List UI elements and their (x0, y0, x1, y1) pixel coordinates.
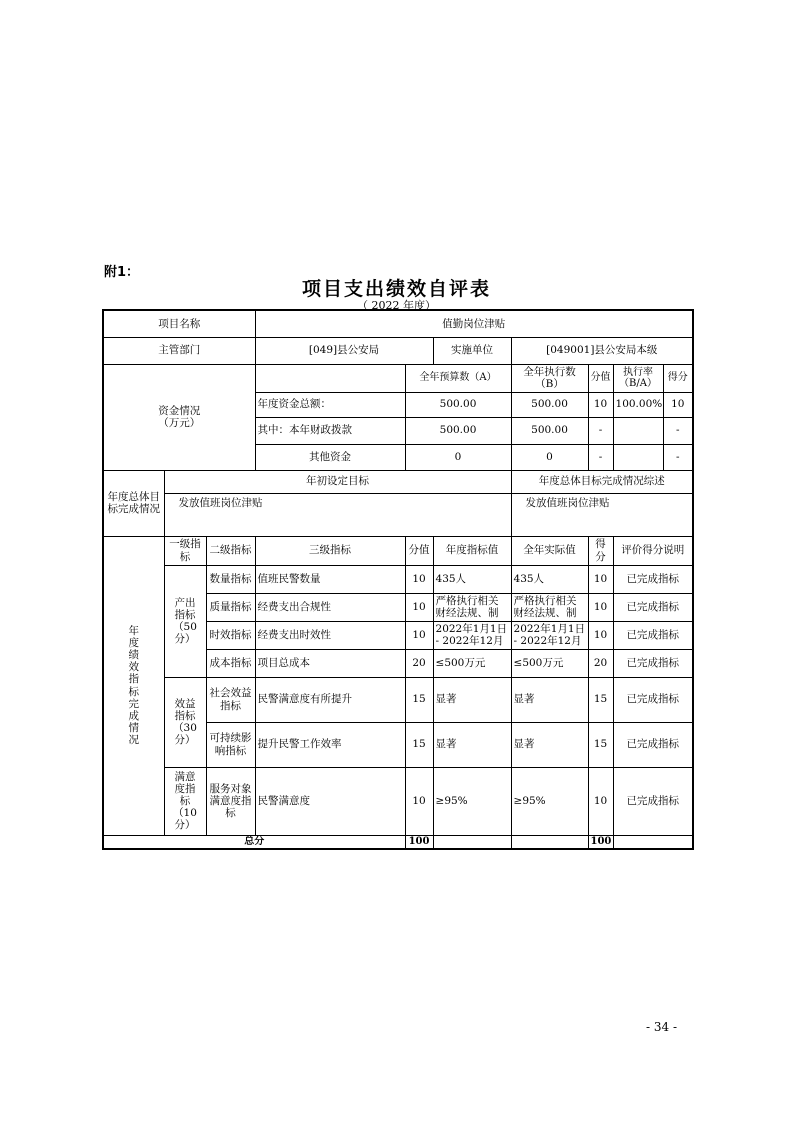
table-row-got: 10 (588, 767, 613, 835)
table-row-score: 10 (405, 565, 433, 593)
table-row-score: 15 (405, 677, 433, 722)
table-row-l2: 数量指标 (206, 565, 255, 593)
fiscal-score: - (663, 417, 693, 444)
other-rate (613, 444, 663, 470)
got-header: 得分 (588, 536, 613, 565)
table-row-l3: 提升民警工作效率 (255, 722, 405, 767)
goals-done: 发放值班岗位津贴 (511, 493, 693, 536)
table-row-note: 已完成指标 (613, 677, 693, 722)
table-row-actual: ≤500万元 (511, 649, 588, 677)
table-row-score: 15 (405, 722, 433, 767)
budget-header: 全年预算数（A） (405, 364, 511, 392)
impl-label: 实施单位 (433, 337, 511, 364)
table-row-target: 435人 (433, 565, 511, 593)
satisfaction-indicator: 满意度指标（10分） (164, 767, 206, 835)
score-header: 分值 (405, 536, 433, 565)
table-row-target: 显著 (433, 722, 511, 767)
output-indicator: 产出指标（50分） (164, 565, 206, 677)
table-row-target: 显著 (433, 677, 511, 722)
dept-value: [049]县公安局 (255, 337, 433, 364)
rate-header: 执行率（B/A） (613, 364, 663, 392)
total-score: 100 (405, 835, 433, 849)
table-row-got: 15 (588, 677, 613, 722)
total-score: 10 (663, 392, 693, 417)
table-row-got: 20 (588, 649, 613, 677)
other-funds-label: 其他资金 (255, 444, 405, 470)
fiscal-rate (613, 417, 663, 444)
table-row-target: ≤500万元 (433, 649, 511, 677)
funds-label: 资金情况 （万元） (103, 364, 255, 470)
total-score-max: 10 (588, 392, 613, 417)
table-row-got: 10 (588, 593, 613, 621)
goals-label: 年度总体目标完成情况 (103, 470, 164, 536)
table-row-actual: ≥95% (511, 767, 588, 835)
fiscal-exec: 500.00 (511, 417, 588, 444)
fiscal-budget: 500.00 (405, 417, 511, 444)
table-row-actual: 2022年1月1日 - 2022年12月 (513, 622, 586, 647)
total-blank-1 (433, 835, 511, 849)
other-score-max: - (588, 444, 613, 470)
funds-header-blank (255, 364, 405, 392)
score-header: 得分 (663, 364, 693, 392)
table-row-note: 已完成指标 (613, 593, 693, 621)
table-row-target: ≥95% (433, 767, 511, 835)
table-row-got: 10 (588, 565, 613, 593)
project-name-label: 项目名称 (103, 310, 255, 337)
table-row-l2: 服务对象满意度指标 (206, 767, 255, 835)
table-row-target: 2022年1月1日 - 2022年12月 (435, 622, 508, 647)
total-budget: 500.00 (405, 392, 511, 417)
total-blank-2 (511, 835, 588, 849)
table-row-note: 已完成指标 (613, 722, 693, 767)
goals-set: 发放值班岗位津贴 (164, 493, 511, 536)
table-row-got: 10 (588, 621, 613, 649)
table-row-l2: 成本指标 (206, 649, 255, 677)
total-label: 总分 (103, 835, 405, 849)
impl-value: [049001]县公安局本级 (511, 337, 693, 364)
table-row-score: 10 (405, 593, 433, 621)
table-row-l3: 经费支出合规性 (255, 593, 405, 621)
table-row-l3: 民警满意度 (255, 767, 405, 835)
target-header: 年度指标值 (433, 536, 511, 565)
total-blank-3 (613, 835, 693, 849)
effect-indicator: 效益指标（30分） (164, 677, 206, 767)
table-row-score: 20 (405, 649, 433, 677)
table-row-note: 已完成指标 (613, 767, 693, 835)
project-name: 值勤岗位津贴 (255, 310, 693, 337)
form-year: （ 2022 年度） (357, 299, 436, 312)
l1-header: 一级指标 (164, 536, 206, 565)
table-row-actual: 435人 (511, 565, 588, 593)
other-budget: 0 (405, 444, 511, 470)
table-row-l2: 可持续影响指标 (206, 722, 255, 767)
table-row-note: 已完成指标 (613, 649, 693, 677)
dept-label: 主管部门 (103, 337, 255, 364)
table-row-score: 10 (405, 621, 433, 649)
table-row-l2: 质量指标 (206, 593, 255, 621)
score-max-header: 分值 (588, 364, 613, 392)
l2-header: 二级指标 (206, 536, 255, 565)
fiscal-funds-label: 其中：本年财政拨款 (255, 417, 405, 444)
l3-header: 三级指标 (255, 536, 405, 565)
table-row-score: 10 (405, 767, 433, 835)
table-row-l2: 时效指标 (206, 621, 255, 649)
table-row-actual: 显著 (511, 677, 588, 722)
page-number: - 34 - (646, 1020, 678, 1034)
annex-label: 附1： (104, 265, 140, 280)
table-row-l2: 社会效益指标 (206, 677, 255, 722)
other-exec: 0 (511, 444, 588, 470)
other-score: - (663, 444, 693, 470)
total-rate: 100.00% (613, 392, 663, 417)
table-row-l3: 项目总成本 (255, 649, 405, 677)
table-row-actual: 严格执行相关财经法规、制 (513, 594, 577, 619)
fiscal-score-max: - (588, 417, 613, 444)
total-exec: 500.00 (511, 392, 588, 417)
table-row-actual: 显著 (511, 722, 588, 767)
table-row-note: 已完成指标 (613, 565, 693, 593)
table-row-target: 严格执行相关财经法规、制 (435, 594, 499, 619)
form-title: 项目支出绩效自评表 (301, 278, 491, 300)
note-header: 评价得分说明 (613, 536, 693, 565)
indicators-label: 年度绩效指标完成情况 (103, 536, 164, 835)
exec-header: 全年执行数（B） (511, 364, 588, 392)
table-row-l3: 经费支出时效性 (255, 621, 405, 649)
total-got: 100 (588, 835, 613, 849)
goals-set-header: 年初设定目标 (164, 470, 511, 493)
table-row-got: 15 (588, 722, 613, 767)
actual-header: 全年实际值 (511, 536, 588, 565)
table-row-l3: 民警满意度有所提升 (255, 677, 405, 722)
goals-done-header: 年度总体目标完成情况综述 (511, 470, 693, 493)
total-funds-label: 年度资金总额： (255, 392, 405, 417)
self-evaluation-table (102, 309, 694, 850)
table-row-note: 已完成指标 (613, 621, 693, 649)
table-row-l3: 值班民警数量 (255, 565, 405, 593)
